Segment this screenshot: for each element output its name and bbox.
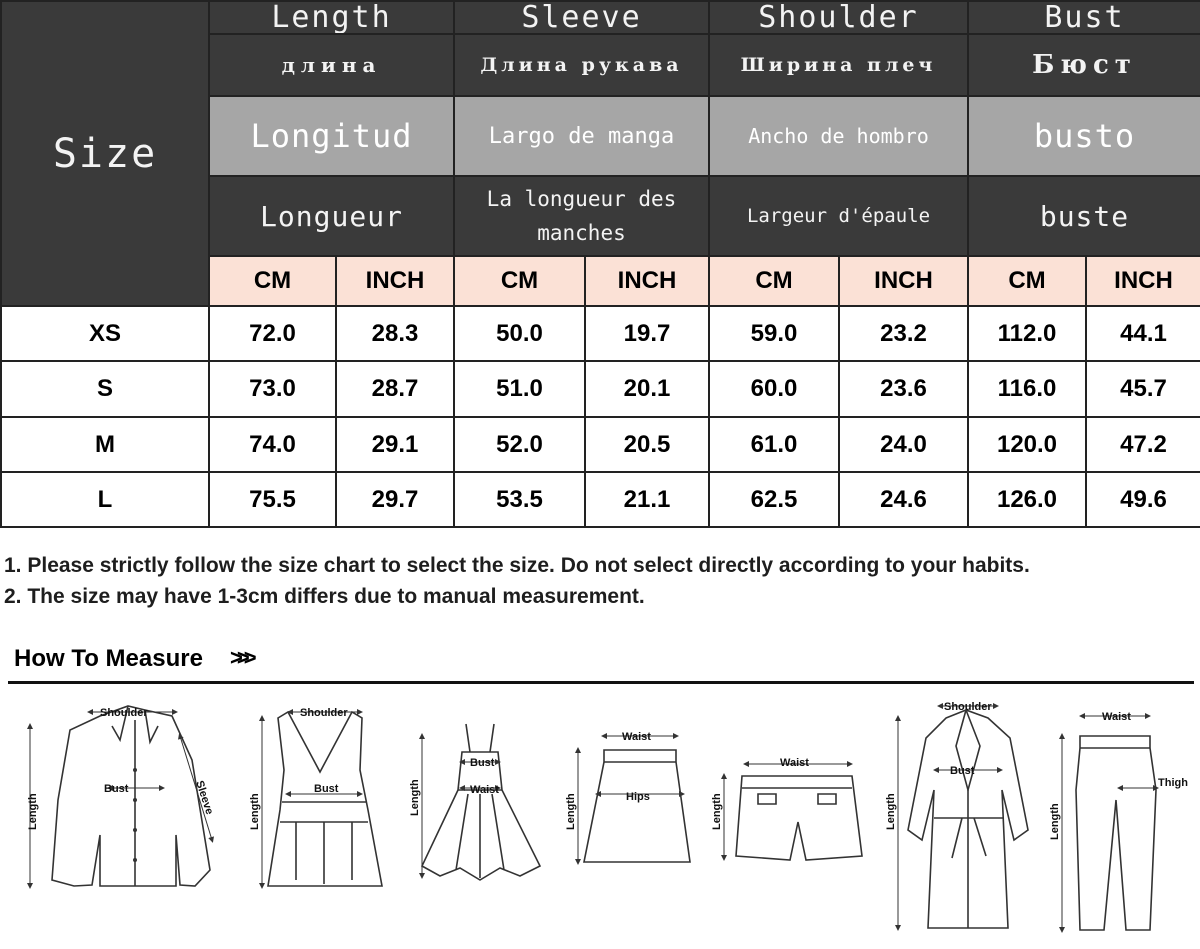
column-header-length: Length (209, 1, 454, 34)
column-header-shoulder-es: Ancho de hombro (709, 96, 968, 176)
table-cell: 60.0 (709, 361, 839, 417)
column-header-sleeve: Sleeve (454, 1, 709, 34)
measure-diagrams (0, 690, 1200, 949)
row-size-label: M (1, 417, 209, 472)
column-header-length-fr: Longueur (209, 176, 454, 256)
size-note-1: 1. Please strictly follow the size chart to select the size. Do not select directly according to your habits. (4, 554, 1030, 577)
table-cell: 61.0 (709, 417, 839, 472)
unit-cm: CM (454, 256, 585, 306)
table-cell: 116.0 (968, 361, 1086, 417)
row-size-label: XS (1, 306, 209, 361)
skirt-icon (565, 731, 690, 862)
table-cell: 59.0 (709, 306, 839, 361)
pants-icon (1049, 711, 1188, 930)
table-cell: 21.1 (585, 472, 709, 527)
table-cell: 53.5 (454, 472, 585, 527)
bust-label: Bust (314, 783, 339, 795)
waist-label: Waist (622, 731, 651, 743)
how-to-measure-title: How To Measure (14, 645, 203, 672)
shoulder-label: Shoulder (100, 707, 148, 719)
length-label: Length (885, 793, 897, 830)
waist-label: Waist (780, 757, 809, 769)
table-cell: 29.1 (336, 417, 454, 472)
row-size-label: S (1, 361, 209, 417)
table-cell: 72.0 (209, 306, 336, 361)
table-row (1, 472, 1200, 527)
shorts-icon (711, 757, 862, 860)
table-cell: 24.6 (839, 472, 968, 527)
table-cell: 112.0 (968, 306, 1086, 361)
length-label: Length (409, 779, 421, 816)
table-cell: 51.0 (454, 361, 585, 417)
length-label: Length (711, 793, 723, 830)
unit-inch: INCH (839, 256, 968, 306)
column-header-length-ru: длина (209, 34, 454, 96)
size-header: Size (1, 1, 209, 306)
waist-label: Waist (1102, 711, 1131, 723)
bust-label: Bust (104, 783, 129, 795)
table-cell: 29.7 (336, 472, 454, 527)
size-note-2: 2. The size may have 1-3cm differs due to manual measurement. (4, 585, 645, 608)
column-header-shoulder-ru: Ширина плеч (709, 34, 968, 96)
bust-label: Bust (470, 757, 495, 769)
table-cell: 74.0 (209, 417, 336, 472)
table-cell: 120.0 (968, 417, 1086, 472)
table-cell: 20.1 (585, 361, 709, 417)
column-header-bust-ru: Бюст (968, 34, 1200, 96)
length-label: Length (1049, 803, 1061, 840)
length-label: Length (249, 793, 261, 830)
length-label: Length (27, 793, 39, 830)
column-header-sleeve-ru: Длина рукава (454, 34, 709, 96)
table-cell: 47.2 (1086, 417, 1200, 472)
table-cell: 19.7 (585, 306, 709, 361)
table-cell: 75.5 (209, 472, 336, 527)
table-row (1, 306, 1200, 361)
unit-cm: CM (968, 256, 1086, 306)
table-cell: 126.0 (968, 472, 1086, 527)
table-cell: 73.0 (209, 361, 336, 417)
blouse-icon (27, 706, 215, 886)
column-header-bust-fr: buste (968, 176, 1200, 256)
unit-cm: CM (209, 256, 336, 306)
table-cell: 24.0 (839, 417, 968, 472)
table-cell: 23.6 (839, 361, 968, 417)
table-row (1, 361, 1200, 417)
column-header-bust-es: busto (968, 96, 1200, 176)
table-cell: 50.0 (454, 306, 585, 361)
table-row (1, 417, 1200, 472)
waist-label: Waist (470, 784, 499, 796)
bust-label: Bust (950, 765, 975, 777)
unit-inch: INCH (585, 256, 709, 306)
column-header-shoulder: Shoulder (709, 1, 968, 34)
coat-icon (885, 701, 1028, 928)
table-cell: 20.5 (585, 417, 709, 472)
table-cell: 23.2 (839, 306, 968, 361)
unit-cm: CM (709, 256, 839, 306)
table-cell: 28.7 (336, 361, 454, 417)
table-cell: 49.6 (1086, 472, 1200, 527)
column-header-sleeve-es: Largo de manga (454, 96, 709, 176)
divider (8, 681, 1194, 684)
row-size-label: L (1, 472, 209, 527)
column-header-sleeve-fr: La longueur des manches (454, 176, 709, 256)
column-header-length-es: Longitud (209, 96, 454, 176)
chevrons-right-icon: >>> (230, 645, 251, 670)
hips-label: Hips (626, 791, 650, 803)
table-cell: 28.3 (336, 306, 454, 361)
column-header-shoulder-fr: Largeur d'épaule (709, 176, 968, 256)
table-cell: 62.5 (709, 472, 839, 527)
length-label: Length (565, 793, 577, 830)
sleeve-label: Sleeve (193, 779, 216, 817)
thigh-label: Thigh (1158, 777, 1188, 789)
unit-inch: INCH (336, 256, 454, 306)
table-cell: 44.1 (1086, 306, 1200, 361)
dress-icon (409, 724, 540, 880)
column-header-bust: Bust (968, 1, 1200, 34)
tank-top-icon (249, 707, 382, 886)
shoulder-label: Shoulder (944, 701, 992, 713)
table-cell: 52.0 (454, 417, 585, 472)
table-cell: 45.7 (1086, 361, 1200, 417)
shoulder-label: Shoulder (300, 707, 348, 719)
unit-inch: INCH (1086, 256, 1200, 306)
